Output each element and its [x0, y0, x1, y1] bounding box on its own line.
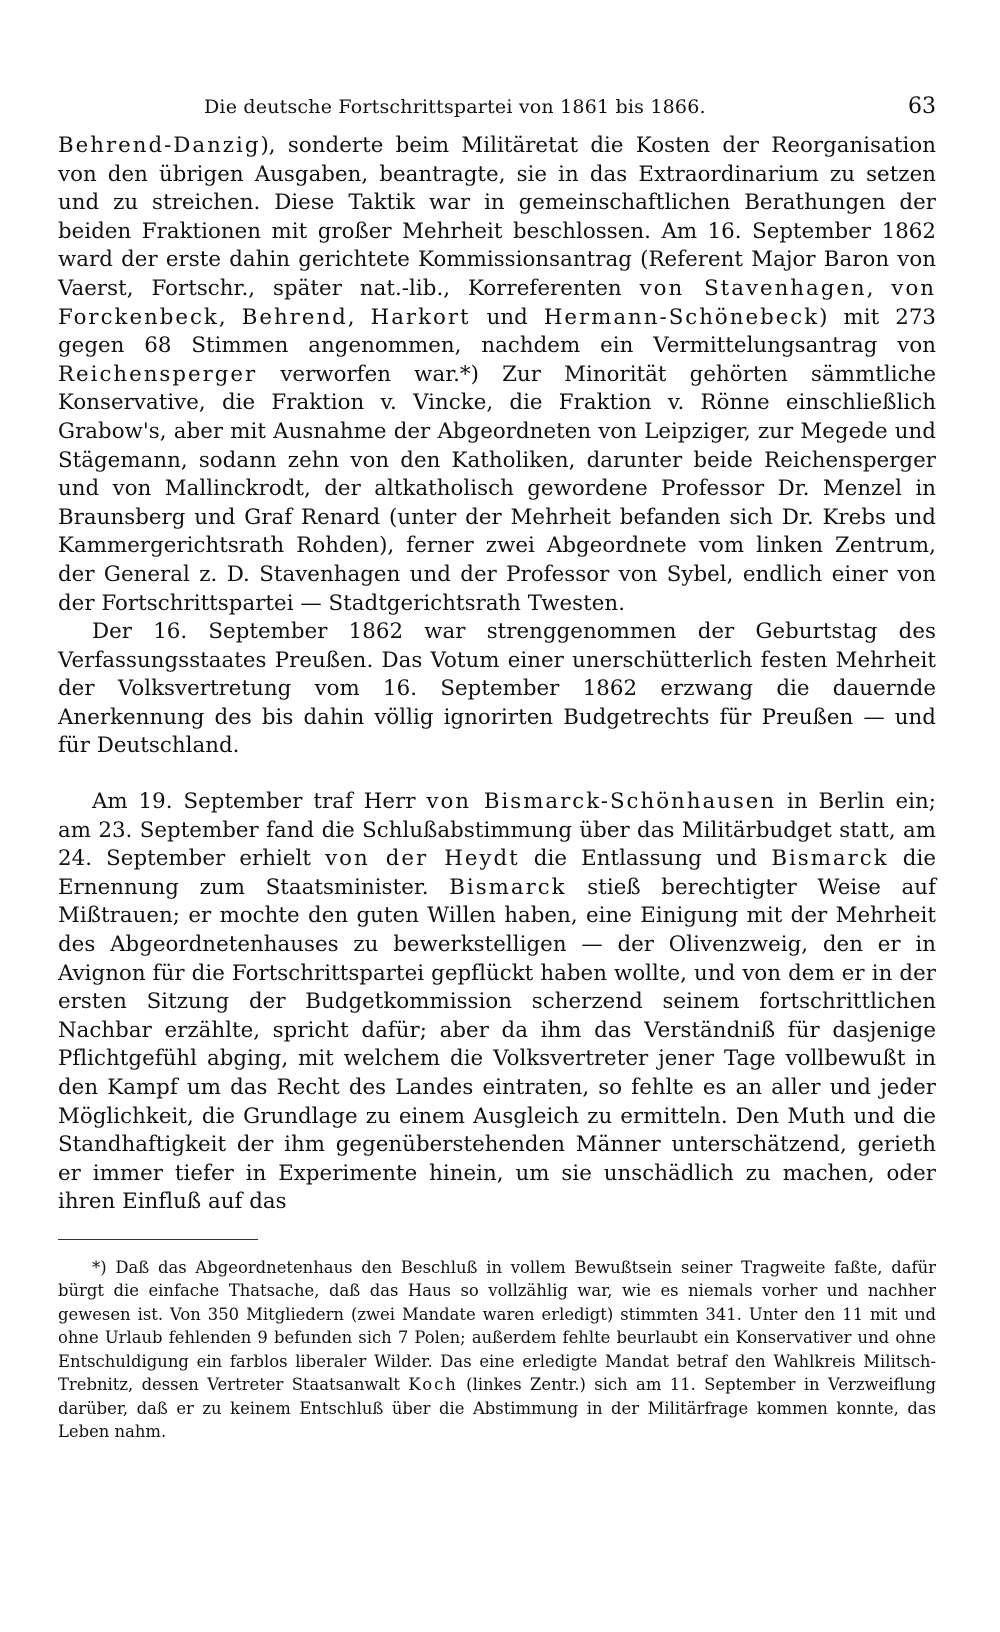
paragraph-text-run: und — [470, 304, 544, 330]
paragraph-1 — [58, 132, 936, 618]
body-text — [58, 132, 936, 1217]
paragraph-text-run: , — [866, 275, 892, 301]
running-title: Die deutsche Fortschrittspartei von 1861 bis 1866. — [204, 96, 706, 118]
paragraph-text-run: stieß berechtigter Weise auf Mißtrauen; er mochte den guten Willen haben, eine Einigung mit der Mehrheit des Abgeordnetenhauses zu bewerkstelligen — der Olivenzweig, den er in Avignon für die Fortschrittspartei gepflückt haben wollte, und von dem er in der ersten Sitzung der Budgetkommission scherzend seinem fortschrittlichen Nachbar erzählte, spricht dafür; aber da ihm das Verständniß für dasjenige Pflichtgefühl abging, mit welchem die Volksvertreter jener Tage vollbewußt in den Kampf um das Recht des Landes eintraten, so fehlte es an aller und jeder Möglichkeit, die Grundlage zu einem Ausgleich zu ermitteln. Den Muth und die Standhaftigkeit der ihm gegenüberstehenden Männer unterschätzend, gerieth er immer tiefer in Experimente hinein, um sie unschädlich zu machen, oder ihren Einfluß auf das — [58, 874, 937, 1215]
paragraph-spaced-name: Bismarck — [449, 874, 567, 900]
footnote-spaced-name: Koch — [408, 1375, 458, 1395]
paragraph-spaced-name: von Forckenbeck — [58, 275, 936, 330]
paragraph-2 — [58, 618, 936, 761]
paragraph-text-run: die Ernennung zum Staatsminister. — [58, 846, 936, 900]
paragraph-spaced-name: von Stavenhagen — [639, 275, 867, 301]
paragraph-text-run: , — [347, 304, 371, 330]
paragraph-spaced-name: von der Heydt — [325, 846, 520, 872]
footnote-text-run: (linkes Zentr.) sich am 11. September in Verzweiflung darüber, daß er zu keinem Entschluß über die Abstimmung in der Militärfrage kommen konnte, das Leben nahm. — [58, 1375, 937, 1442]
page-number: 63 — [908, 94, 936, 119]
paragraph-text-run: ), sonderte beim Militäretat die Kosten der Reorganisation von den übrigen Ausgaben, beantragte, sie in das Extraordinarium zu setzen und zu streichen. Diese Taktik war in gemeinschaftlichen Berathungen der beiden Fraktionen mit großer Mehrheit beschlossen. Am 16. September 1862 ward der erste dahin gerichtete Kommissionsantrag (Referent Major Baron von Vaerst, Fortschr., später nat.-lib., Korreferenten — [58, 133, 936, 301]
paragraph-spaced-name: Behrend — [241, 304, 348, 330]
paragraph-spaced-name: von Bismarck-Schönhausen — [426, 789, 777, 815]
paragraph-text-run: , — [218, 304, 242, 330]
paragraph-text-run: Der 16. September 1862 war strenggenommen der Geburtstag des Verfassungsstaates Preußen. Das Votum einer unerschütterlich festen Mehrheit der Volksvertretung vom 16. September 1862 erzwang die dauernde Anerkennung des bis dahin völlig ignorirten Budgetrechts für Preußen — und für Deutschland. — [58, 619, 936, 759]
footnote — [58, 1256, 936, 1444]
paragraph-text-run: ) mit 273 gegen 68 Stimmen angenommen, nachdem ein Vermittelungsantrag von — [58, 304, 937, 359]
paragraph-spaced-name: Bismarck — [771, 846, 889, 872]
paragraph-text-run: in Berlin ein; am 23. September fand die Schlußabstimmung über das Militärbudget statt, am 24. September erhielt — [58, 789, 936, 872]
paragraph-text-run: Am 19. September traf Herr — [92, 789, 427, 815]
running-header — [58, 92, 936, 132]
paragraph-text-run: die Entlassung und — [519, 846, 772, 872]
book-page — [58, 92, 936, 1612]
footnote-rule — [58, 1239, 258, 1240]
paragraph-spaced-name: Hermann-Schönebeck — [543, 304, 820, 330]
paragraph-text-run: verworfen war.*) Zur Minorität gehörten sämmtliche Konservative, die Fraktion v. Vincke, die Fraktion v. Rönne einschließlich Grabow's, aber mit Ausnahme der Abgeordneten von Leipziger, zur Megede und Stägemann, sodann zehn von den Katholiken, darunter beide Reichensperger und von Mallinckrodt, der altkatholisch gewordene Professor Dr. Menzel in Braunsberg und Graf Renard (unter der Mehrheit befanden sich Dr. Krebs und Kammergerichtsrath Rohden), ferner zwei Abgeordnete vom linken Zentrum, der General z. D. Stavenhagen und der Professor von Sybel, endlich einer von der Fortschrittspartei — Stadtgerichtsrath Twesten. — [58, 361, 936, 616]
paragraph-3 — [58, 788, 936, 1217]
footnote-text-run: *) Daß das Abgeordnetenhaus den Beschluß in vollem Bewußtsein seiner Tragweite faßte, dafür bürgt die einfache Thatsache, daß das Haus so vollzählig war, wie es niemals vorher und nachher gewesen ist. Von 350 Mitgliedern (zwei Mandate waren erledigt) stimmten 341. Unter den 11 mit und ohne Urlaub fehlenden 9 befunden sich 7 Polen; außerdem fehlte beurlaubt ein Konservativer und ohne Entschuldigung ein farblos liberaler Wilder. Das eine erledigte Mandat betraf den Wahlkreis Militsch-Trebnitz, dessen Vertreter Staatsanwalt — [58, 1257, 936, 1395]
paragraph-spaced-name: Harkort — [370, 304, 471, 330]
paragraph-spaced-name: Reichensperger — [58, 361, 258, 387]
paragraph-spaced-name: Behrend-Danzig — [58, 133, 261, 158]
